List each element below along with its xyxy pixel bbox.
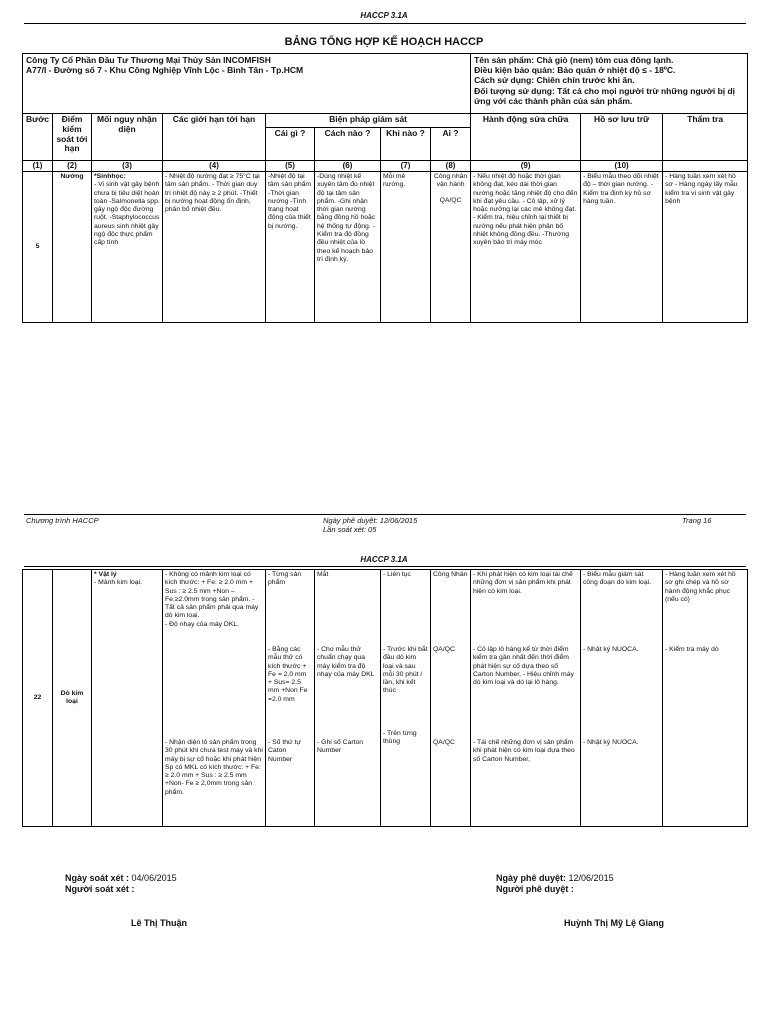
limit-c: - Nhận diện lô sản phẩm trong 30 phút khi chưa test máy và khi máy bị sự cố hoặc khi phát hiện Sp có MKL có kích thước: + Fe: ≥ 2.0 mm + Sus : ≥ 2.5 mm +Non- Fe ≥ 2,0mm trong sản phẩm. [165,739,263,796]
limit-a: - Không có mảnh kim loại có kích thước: + Fe: ≥ 2.0 mm + Sus : ≥ 2.5 mm +Non – Fe:≥2.0mm trong sản phẩm. - Tất cả sản phẩm phải qua máy dò kim loại. [165,571,259,620]
how-b: - Cho mẫu thử chuẩn chạy qua máy kiểm tra độ nhạy của máy DKL [317,646,375,678]
review-date-label: Ngày soát xét : [65,873,130,883]
corrective-action: - Nếu nhiệt độ hoặc thời gian không đạt, kéo dài thời gian nướng hoặc tăng nhiệt độ cho đến khi đạt yêu cầu. - Cô lập, xử lý hoặc nướng lại các mẻ không đạt. - Kiểm tra, hiệu chỉnh lại thiết bị nướng nếu phát hiện phân bố nhiệt không đồng đều. -Thường xuyên bảo trì máy móc [471,172,581,323]
monitor-who [431,570,471,827]
step-number: 22 [23,570,53,827]
who-operator: Công nhân vận hành [433,173,468,189]
review-date-value: 04/06/2015 [131,873,177,883]
col-how: Cách nào ? [315,128,381,161]
footer-program: Chương trình HACCP [26,516,99,525]
corr-c: - Tái chế những đơn vị sản phẩm khi phát hiện có kim loại dựa theo số Carton Number, [473,739,575,763]
usage: Cách sử dụng: Chiên chín trước khi ăn. [474,75,635,86]
col-number: (7) [381,161,431,172]
what-c: - Số thứ tự Caton Number [268,739,301,763]
product-info [471,54,748,114]
col-who: Ai ? [431,128,471,161]
hazard-text: - Vi sinh vật gây bệnh chưa bị tiêu diệt hoàn toàn -Salmonella spp. gây ngộ độc đường ruột. -Staphylococcus aureus sinh nhiệt gây ngộ độc thực phẩm cấp tính [94,181,160,247]
footer-approve-date: Ngày phê duyệt: 12/06/2015 [323,516,418,525]
corr-a: - Khi phát hiện có kim loại tái chế những đơn vị sản phẩm khi phát hiện có kim loại. [473,571,573,595]
page-title: BẢNG TỔNG HỢP KẾ HOẠCH HACCP [284,36,484,48]
monitor-how: -Dùng nhiệt kế xuyên tâm đo nhiệt độ tại tâm sản phẩm. -Ghi nhận thời gian nướng bằng đồng hồ hoặc hệ thống tự động. -Kiểm tra độ đồng đều nhiệt của lò theo kế hoạch bảo trì định kỳ. [315,172,381,323]
target-users: Đối tượng sử dụng: Tất cả cho mọi người trừ những người bị dị ứng với các thành phần của sản phẩm. [474,85,736,106]
table-row [23,172,748,323]
approve-date-label: Ngày phê duyệt: [496,873,567,883]
col-monitoring: Biện pháp giám sát [266,114,471,128]
hazard-cell [92,570,163,827]
col-step: Bước [23,114,53,161]
page-code: HACCP 3.1A [360,11,408,20]
col-number: (4) [163,161,266,172]
col-number: (10) [581,161,663,172]
col-number: (9) [471,161,581,172]
hazard-cell [92,172,163,323]
approve-date [496,873,614,883]
col-number: (1) [23,161,53,172]
records: - Biểu mẫu theo dõi nhiệt độ – thời gian nướng. - Kiểm tra định kỳ hồ sơ hàng tuần. [581,172,663,323]
reviewer-name: Lê Thị Thuận [131,918,187,928]
col-number [663,161,748,172]
page-code: HACCP 3.1A [360,555,408,564]
col-verification: Thẩm tra [663,114,748,161]
when-c: - Trên từng thùng [383,730,417,746]
company-info [23,54,471,114]
ver-b: - Kiểm tra máy dò [665,646,719,653]
footer-review: Lần soát xét: 05 [323,525,377,534]
rec-c: - Nhật ký NUOCA. [583,739,639,746]
header-rule [24,566,746,567]
ccp-name: Dò kim loại [53,570,92,827]
who-a: Công Nhân [433,571,468,578]
hazard-type: *Sinhhọc: [94,173,126,180]
hazard-text: - Mảnh kim loại. [94,579,142,587]
ver-a: - Hàng tuần xem xét hồ sơ ghi chép và hồ sơ hành động khắc phục (nếu có) [665,571,736,603]
verification [663,570,748,827]
col-corrective: Hành động sửa chữa [471,114,581,161]
limit-b: - Độ nhạy của máy DKL. [165,620,240,628]
monitor-what [266,570,315,827]
reviewer-label: Người soát xét : [65,884,135,894]
footer-page: Trang 16 [682,516,712,525]
review-date [65,873,177,883]
how-a: Mắt [317,571,329,578]
corr-b: - Cô lập lô hàng kể từ thời điểm kiểm tra gần nhất đến thời điểm phát hiện sự cố dựa theo số Carton Number, - Hiệu chỉnh máy dò kim loại và dò lại lô hàng. [473,646,574,687]
col-limits: Các giới hạn tới hạn [163,114,266,161]
rec-b: - Nhật ký NUOCA. [583,646,639,653]
table-row [23,570,748,827]
how-c: - Ghi số Carton Number [317,739,364,755]
who-b: QA/QC [433,646,455,653]
verification: - Hàng tuần xem xét hồ sơ - Hàng ngày lấy mẫu kiểm tra vi sinh vật gây bệnh [663,172,748,323]
who-qaqc: QA/QC [439,196,462,204]
monitor-when: Mỗi mẻ nướng. [381,172,431,323]
when-a: - Liên tục [383,571,411,578]
step-number: 5 [23,172,53,323]
critical-limits: - Nhiệt độ nướng đạt ≥ 75°C tại tâm sản phẩm. - Thời gian duy trì nhiệt độ này ≥ 2 phút. -Thiết bị nướng hoạt động ổn định, phân bố nhiệt đều. [163,172,266,323]
hazard-type: * Vật lý [94,571,117,578]
monitor-what: -Nhiệt độ tại tâm sản phẩm -Thời gian nướng -Tình trạng hoạt động của thiết bị nướng. [266,172,315,323]
critical-limits [163,570,266,827]
storage-condition: Điều kiện bảo quản: Bảo quản ở nhiệt độ ≤ - 18ºC. [474,65,676,76]
company-name: Công Ty Cổ Phần Đầu Tư Thương Mại Thủy Sản INCOMFISH [26,55,271,65]
when-b: - Trước khi bắt đầu dò kim loại và sau mỗi 30 phút / lần, khi kết thúc [383,646,428,695]
approver-label: Người phê duyệt : [496,884,574,894]
col-number: (5) [266,161,315,172]
col-ccp: Điểm kiểm soát tới hạn [53,114,92,161]
what-a: - Từng sản phẩm [268,571,302,587]
col-records: Hồ sơ lưu trữ [581,114,663,161]
approve-date-value: 12/06/2015 [568,873,614,883]
approver-name: Huỳnh Thị Mỹ Lệ Giang [564,918,665,928]
rec-a: - Biểu mẫu giám sát công đoạn dò kim loại. [583,571,652,587]
ccp-name: Nướng [53,172,92,323]
what-b: - Bằng các mẫu thử có kích thước + Fe = 2.0 mm + Sus= 2.5 mm +Non Fe =2.0 mm [268,646,308,703]
header-rule [24,23,746,24]
col-hazard: Mối nguy nhận diện [92,114,163,161]
col-what: Cái gì ? [266,128,315,161]
footer-rule [24,514,746,515]
haccp-table-bottom [22,569,748,827]
product-name: Tên sản phẩm: Chả giò (nem) tôm cua đông lạnh. [474,55,674,65]
col-number: (8) [431,161,471,172]
corrective-action [471,570,581,827]
col-when: Khi nào ? [381,128,431,161]
monitor-how [315,570,381,827]
col-number: (6) [315,161,381,172]
who-c: QA/QC [433,739,455,746]
records [581,570,663,827]
company-address: A77/I - Đường số 7 - Khu Công Nghiệp Vĩnh Lộc - Bình Tân - Tp.HCM [26,65,304,76]
monitor-when [381,570,431,827]
haccp-table-top [22,53,748,323]
col-number: (3) [92,161,163,172]
monitor-who [431,172,471,323]
col-number: (2) [53,161,92,172]
